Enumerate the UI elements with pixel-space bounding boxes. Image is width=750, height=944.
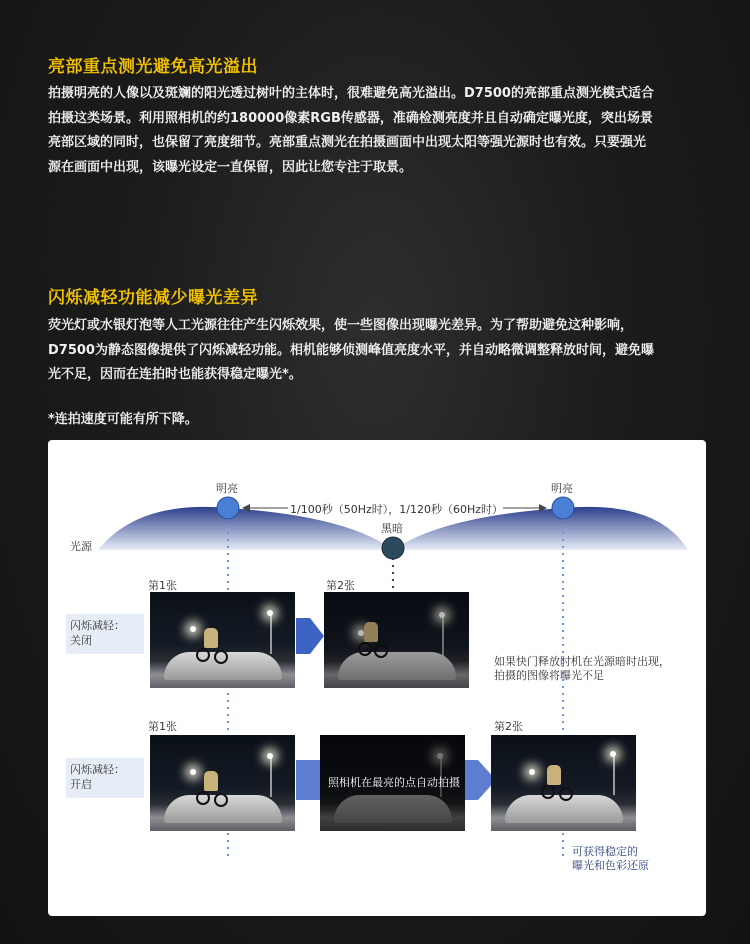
section2-title: 闪烁减轻功能减少曝光差异: [48, 288, 258, 308]
footnote: *连拍速度可能有所下降。: [48, 412, 198, 427]
auto-capture-label: 照相机在最亮的点自动拍摄: [328, 776, 460, 789]
frame2-top-label: 第2张: [326, 579, 355, 592]
frame1-top-label: 第1张: [148, 579, 177, 592]
section1-paragraph: [48, 82, 710, 180]
section2-line: D7500为静态图像提供了闪烁减轻功能。相机能够侦测峰值亮度水平，并自动略微调整释放时间，避免曝: [48, 342, 654, 358]
interval-label: 1/100秒（50Hz时），1/120秒（60Hz时）: [290, 503, 503, 516]
bright-dot-right: [552, 497, 574, 519]
dark-label: 黑暗: [381, 522, 403, 535]
frame1-bottom-label: 第1张: [148, 720, 177, 733]
bright-label-right: 明亮: [551, 482, 573, 495]
dark-dot: [382, 537, 404, 559]
bright-label-left: 明亮: [216, 482, 238, 495]
light-source-label: 光源: [70, 540, 92, 553]
stable-exposure-note: 可获得稳定的 曝光和色彩还原: [572, 845, 649, 872]
section1-title: 亮部重点测光避免高光溢出: [48, 57, 258, 77]
photo-frame2-on: [491, 735, 636, 831]
section1-line: 源在画面中出现，该曝光设定一直保留，因此让您专注于取景。: [48, 159, 413, 175]
frame2-bottom-label: 第2张: [494, 720, 523, 733]
photo-frame1-on: [150, 735, 295, 831]
underexposed-note: 如果快门释放时机在光源暗时出现， 拍摄的图像将曝光不足: [494, 655, 670, 682]
flicker-diagram: [48, 440, 706, 916]
photo-frame1-off: [150, 592, 295, 688]
section2-line: 光不足，因而在连拍时也能获得稳定曝光*。: [48, 367, 302, 382]
section1-line: 拍摄这类场景。利用照相机的约180000像素RGB传感器，准确检测亮度并且自动确定曝光度，突出场景: [48, 110, 653, 126]
section1-line: 亮部区域的同时，也保留了亮度细节。亮部重点测光在拍摄画面中出现太阳等强光源时也有效。只要强光: [48, 135, 647, 150]
flicker-off-label: 闪烁减轻： 关闭: [70, 619, 125, 647]
transition-arrow-top: [296, 618, 324, 654]
bright-dot-left: [217, 497, 239, 519]
flicker-on-label: 闪烁减轻： 开启: [70, 763, 125, 791]
section2-line: 荧光灯或水银灯泡等人工光源往往产生闪烁效果，使一些图像出现曝光差异。为了帮助避免这种影响，: [48, 318, 634, 333]
section1-line: 拍摄明亮的人像以及斑斓的阳光透过树叶的主体时，很难避免高光溢出。D7500的亮部重点测光模式适合: [48, 86, 654, 101]
section2-paragraph: [48, 314, 710, 388]
photo-frame2-off: [324, 592, 469, 688]
